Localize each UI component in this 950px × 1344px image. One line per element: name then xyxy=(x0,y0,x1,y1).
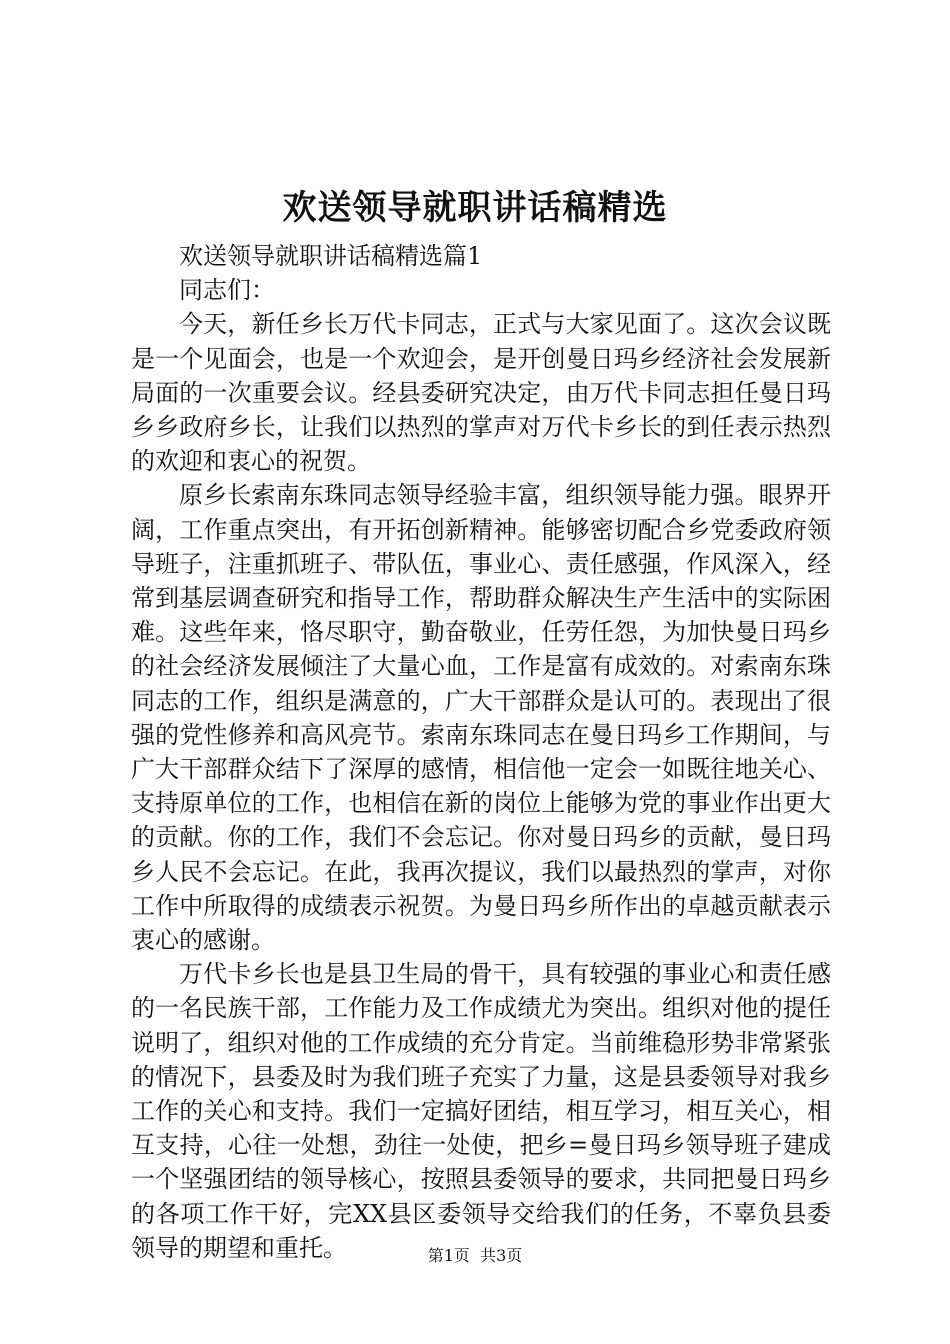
page-total: 共3页 xyxy=(480,1246,523,1265)
section-heading: 欢送领导就职讲话稿精选篇1 xyxy=(179,242,483,270)
document-body xyxy=(131,239,831,1265)
paragraph-2: 原乡长索南东珠同志领导经验丰富，组织领导能力强。眼界开阔，工作重点突出，有开拓创新精神。能够密切配合乡党委政府领导班子，注重抓班子、带队伍，事业心、责任感强，作风深入，经常到基层调查研究和指导工作，帮助群众解决生产生活中的实际困难。这些年来，恪尽职守，勤奋敬业，任劳任怨，为加快曼日玛乡的社会经济发展倾注了大量心血，工作是富有成效的。对索南东珠同志的工作，组织是满意的，广大干部群众是认可的。表现出了很强的党性修养和高风亮节。索南东珠同志在曼日玛乡工作期间，与广大干部群众结下了深厚的感情，相信他一定会一如既往地关心、支持原单位的工作，也相信在新的岗位上能够为党的事业作出更大的贡献。你的工作，我们不会忘记。你对曼日玛乡的贡献，曼日玛乡人民不会忘记。在此，我再次提议，我们以最热烈的掌声，对你工作中所取得的成绩表示祝贺。为曼日玛乡所作出的卓越贡献表示衷心的感谢。 xyxy=(131,481,831,955)
page-footer xyxy=(0,1244,950,1268)
salutation: 同志们： xyxy=(179,276,275,305)
paragraph-3: 万代卡乡长也是县卫生局的骨干，具有较强的事业心和责任感的一名民族干部，工作能力及工作成绩尤为突出。组织对他的提任说明了，组织对他的工作成绩的充分肯定。当前维稳形势非常紧张的情况下，县委及时为我们班子充实了力量，这是县委领导对我乡工作的关心和支持。我们一定搞好团结，相互学习，相互关心，相互支持，心往一处想，劲往一处使，把乡=曼日玛乡领导班子建成一个坚强团结的领导核心，按照县委领导的要求，共同把曼日玛乡的各项工作干好，完XX县区委领导交给我们的任务，不辜负县委领导的期望和重托。 xyxy=(131,960,831,1262)
page-number: 第1页 xyxy=(427,1246,470,1265)
document-title: 欢送领导就职讲话稿精选 xyxy=(282,188,668,228)
paragraph-1: 今天，新任乡长万代卡同志，正式与大家见面了。这次会议既是一个见面会，也是一个欢迎会，是开创曼日玛乡经济社会发展新局面的一次重要会议。经县委研究决定，由万代卡同志担任曼日玛乡乡政府乡长，让我们以热烈的掌声对万代卡乡长的到任表示热烈的欢迎和衷心的祝贺。 xyxy=(131,310,831,476)
